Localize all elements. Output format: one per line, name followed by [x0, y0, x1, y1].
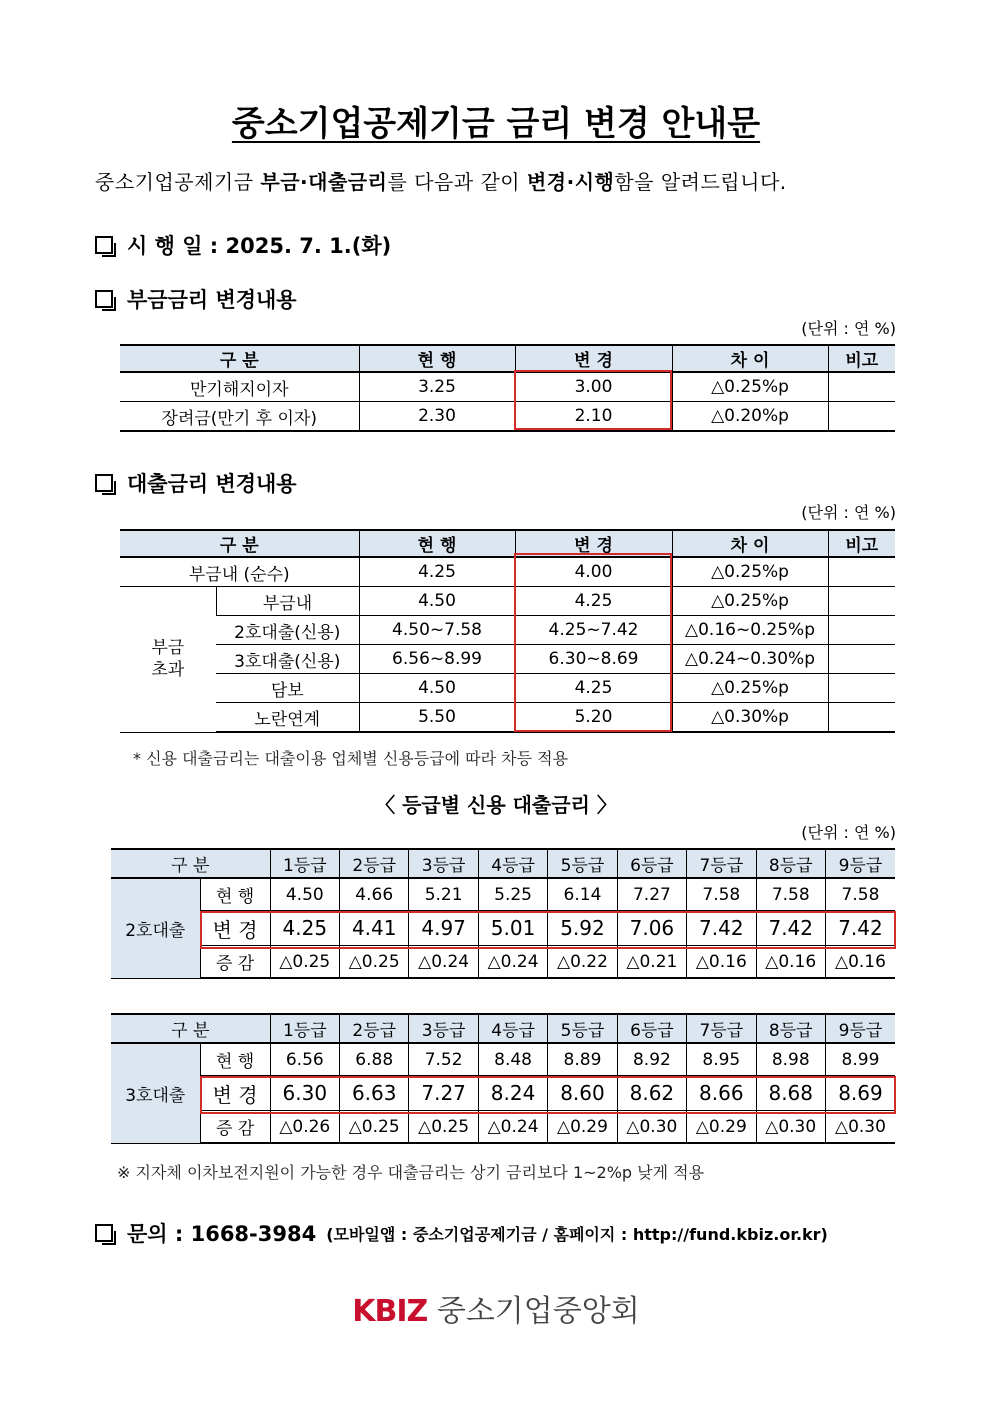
table-row: [111, 878, 895, 911]
deposit-unit: (단위 : 연 %): [801, 319, 896, 338]
header-cell: 비고: [828, 530, 895, 557]
header-cell: 변 경: [515, 530, 672, 557]
header-cell: 비고: [828, 345, 895, 372]
table-cell: 7.06: [617, 911, 686, 946]
header-cell: 8등급: [756, 1014, 825, 1043]
table-cell: △0.24: [478, 1111, 547, 1144]
header-cell: 4등급: [478, 849, 547, 878]
header-cell: 6등급: [617, 1014, 686, 1043]
table-cell: 3.25: [359, 372, 515, 402]
table-cell: 4.25: [515, 674, 672, 703]
table-cell: 6.30: [270, 1076, 339, 1111]
header-cell: 3등급: [409, 849, 478, 878]
table-cell: 6.88: [340, 1043, 409, 1076]
header-cell: 1등급: [270, 849, 339, 878]
loan-table: [120, 529, 895, 733]
table-cell: [828, 645, 895, 674]
table-cell: △0.16: [756, 946, 825, 979]
table-cell: 4.50: [270, 878, 339, 911]
row-label: 현 행: [200, 1043, 270, 1076]
table-cell: 7.52: [409, 1043, 478, 1076]
grade-heading: 〈 등급별 신용 대출금리 〉: [375, 793, 617, 817]
group-label: 부금 초과: [120, 587, 216, 733]
header-cell: 구 분: [111, 1014, 270, 1043]
table-cell: 6.63: [340, 1076, 409, 1111]
grade-note: ※ 지자체 이차보전지원이 가능한 경우 대출금리는 상기 금리보다 1~2%p 낮게 적용: [117, 1163, 705, 1182]
table-row: [120, 674, 895, 703]
table-row: [111, 911, 895, 946]
table-cell: △0.25%p: [672, 587, 828, 616]
intro-text: 중소기업공제기금 부금·대출금리를 다음과 같이 변경·시행함을 알려드립니다.: [95, 170, 787, 194]
table-cell: 8.89: [548, 1043, 617, 1076]
table-cell: △0.20%p: [672, 402, 828, 432]
header-cell: 현 행: [359, 530, 515, 557]
table-cell: △0.25%p: [672, 372, 828, 402]
table-cell: 담보: [216, 674, 359, 703]
table-cell: △0.30%p: [672, 703, 828, 733]
table-cell: 4.25~7.42: [515, 616, 672, 645]
table-cell: [828, 703, 895, 733]
row-group-label: 3호대출: [111, 1043, 200, 1143]
table-cell: △0.16: [687, 946, 756, 979]
loan-unit: (단위 : 연 %): [801, 503, 896, 522]
table-cell: 부금내: [216, 587, 359, 616]
table-cell: 7.42: [756, 911, 825, 946]
table-row: [120, 645, 895, 674]
header-cell: 구 분: [120, 345, 359, 372]
table-cell: △0.25: [270, 946, 339, 979]
table-cell: △0.25%p: [672, 674, 828, 703]
table-cell: 장려금(만기 후 이자): [120, 402, 359, 432]
table-cell: △0.30: [756, 1111, 825, 1144]
header-cell: 차 이: [672, 530, 828, 557]
table-cell: 7.27: [617, 878, 686, 911]
header-cell: 변 경: [515, 345, 672, 372]
table-cell: 부금내 (순수): [120, 557, 359, 587]
effective-date: 시 행 일 : 2025. 7. 1.(화): [95, 230, 391, 260]
table-row: [111, 946, 895, 979]
table-cell: 3.00: [515, 372, 672, 402]
table-cell: △0.30: [617, 1111, 686, 1144]
header-cell: 구 분: [111, 849, 270, 878]
table-cell: △0.21: [617, 946, 686, 979]
loan-heading: 대출금리 변경내용: [95, 468, 297, 498]
table-row: [111, 1043, 895, 1076]
table-cell: [828, 674, 895, 703]
header-cell: 구 분: [120, 530, 359, 557]
table-cell: 8.98: [756, 1043, 825, 1076]
table-row: [120, 587, 895, 616]
table-cell: 5.20: [515, 703, 672, 733]
header-cell: 3등급: [409, 1014, 478, 1043]
table-cell: 4.97: [409, 911, 478, 946]
table-cell: 7.27: [409, 1076, 478, 1111]
table-cell: 8.48: [478, 1043, 547, 1076]
table-cell: 6.56~8.99: [359, 645, 515, 674]
header-cell: 8등급: [756, 849, 825, 878]
table-cell: 7.58: [825, 878, 895, 911]
table-cell: △0.29: [548, 1111, 617, 1144]
table-row: [111, 1076, 895, 1111]
table-cell: 4.50~7.58: [359, 616, 515, 645]
table-cell: △0.16~0.25%p: [672, 616, 828, 645]
table-row: [120, 703, 895, 733]
table-cell: 노란연계: [216, 703, 359, 733]
table-cell: [828, 402, 895, 432]
header-cell: 9등급: [825, 1014, 895, 1043]
grade-table-3: [111, 1013, 895, 1144]
deposit-heading: 부금금리 변경내용: [95, 284, 297, 314]
table-cell: 8.60: [548, 1076, 617, 1111]
table-cell: △0.24~0.30%p: [672, 645, 828, 674]
row-group-label: 2호대출: [111, 878, 200, 978]
table-cell: [828, 372, 895, 402]
checkbox-bullet-icon: [95, 290, 113, 308]
table-row: [120, 616, 895, 645]
table-cell: 8.68: [756, 1076, 825, 1111]
table-cell: △0.25%p: [672, 557, 828, 587]
table-row: [120, 557, 895, 587]
header-cell: 2등급: [340, 1014, 409, 1043]
grade-table-2: [111, 848, 895, 979]
table-cell: 6.56: [270, 1043, 339, 1076]
table-cell: △0.22: [548, 946, 617, 979]
header-cell: 2등급: [340, 849, 409, 878]
table-header: [120, 530, 895, 557]
header-cell: 1등급: [270, 1014, 339, 1043]
header-cell: 6등급: [617, 849, 686, 878]
table-cell: 8.95: [687, 1043, 756, 1076]
table-cell: △0.26: [270, 1111, 339, 1144]
table-cell: 만기해지이자: [120, 372, 359, 402]
table-cell: 4.41: [340, 911, 409, 946]
checkbox-bullet-icon: [95, 474, 113, 492]
table-row: [120, 372, 895, 402]
table-cell: 5.21: [409, 878, 478, 911]
deposit-table: [120, 344, 895, 432]
table-cell: △0.25: [409, 1111, 478, 1144]
table-cell: △0.25: [340, 946, 409, 979]
table-cell: 4.25: [515, 587, 672, 616]
page-title: 중소기업공제기금 금리 변경 안내문: [231, 104, 761, 144]
table-cell: 4.00: [515, 557, 672, 587]
table-cell: △0.24: [409, 946, 478, 979]
table-cell: △0.24: [478, 946, 547, 979]
table-cell: 6.14: [548, 878, 617, 911]
table-cell: 8.62: [617, 1076, 686, 1111]
table-cell: 5.50: [359, 703, 515, 733]
table-cell: 8.69: [825, 1076, 895, 1111]
table-cell: 8.99: [825, 1043, 895, 1076]
table-cell: 7.58: [756, 878, 825, 911]
footer-logo: KBIZ 중소기업중앙회: [352, 1294, 640, 1329]
table-cell: 7.58: [687, 878, 756, 911]
contact-info: 문의 : 1668-3984 (모바일앱 : 중소기업공제기금 / 홈페이지 : http://fund.kbiz.or.kr): [95, 1218, 828, 1248]
row-label: 현 행: [200, 878, 270, 911]
header-cell: 7등급: [687, 1014, 756, 1043]
table-cell: △0.25: [340, 1111, 409, 1144]
header-cell: 7등급: [687, 849, 756, 878]
table-cell: 8.24: [478, 1076, 547, 1111]
table-cell: 2.10: [515, 402, 672, 432]
table-cell: △0.16: [825, 946, 895, 979]
checkbox-bullet-icon: [95, 236, 113, 254]
table-cell: △0.29: [687, 1111, 756, 1144]
table-cell: △0.30: [825, 1111, 895, 1144]
table-row: [111, 1111, 895, 1144]
table-cell: 2호대출(신용): [216, 616, 359, 645]
table-cell: 4.50: [359, 674, 515, 703]
header-cell: 현 행: [359, 345, 515, 372]
header-cell: 5등급: [548, 1014, 617, 1043]
loan-note: * 신용 대출금리는 대출이용 업체별 신용등급에 따라 차등 적용: [133, 749, 569, 768]
checkbox-bullet-icon: [95, 1224, 113, 1242]
table-cell: 2.30: [359, 402, 515, 432]
header-cell: 4등급: [478, 1014, 547, 1043]
table-cell: 6.30~8.69: [515, 645, 672, 674]
table-header: [120, 345, 895, 372]
header-cell: 차 이: [672, 345, 828, 372]
table-cell: 7.42: [825, 911, 895, 946]
row-label: 변 경: [200, 1076, 270, 1111]
kbiz-logo: KBIZ: [352, 1294, 428, 1329]
row-label: 변 경: [200, 911, 270, 946]
header-cell: 5등급: [548, 849, 617, 878]
table-cell: [828, 587, 895, 616]
header-cell: 9등급: [825, 849, 895, 878]
table-row: [120, 402, 895, 432]
table-cell: 4.50: [359, 587, 515, 616]
table-cell: 8.92: [617, 1043, 686, 1076]
table-header: [111, 1014, 895, 1043]
table-cell: [828, 557, 895, 587]
table-cell: 8.66: [687, 1076, 756, 1111]
row-label: 증 감: [200, 946, 270, 979]
table-cell: 5.25: [478, 878, 547, 911]
row-label: 증 감: [200, 1111, 270, 1144]
table-cell: 4.25: [270, 911, 339, 946]
table-cell: 7.42: [687, 911, 756, 946]
table-cell: 5.01: [478, 911, 547, 946]
grade-unit: (단위 : 연 %): [801, 823, 896, 842]
table-header: [111, 849, 895, 878]
table-cell: 3호대출(신용): [216, 645, 359, 674]
table-cell: 5.92: [548, 911, 617, 946]
table-cell: 4.66: [340, 878, 409, 911]
table-cell: [828, 616, 895, 645]
table-cell: 4.25: [359, 557, 515, 587]
